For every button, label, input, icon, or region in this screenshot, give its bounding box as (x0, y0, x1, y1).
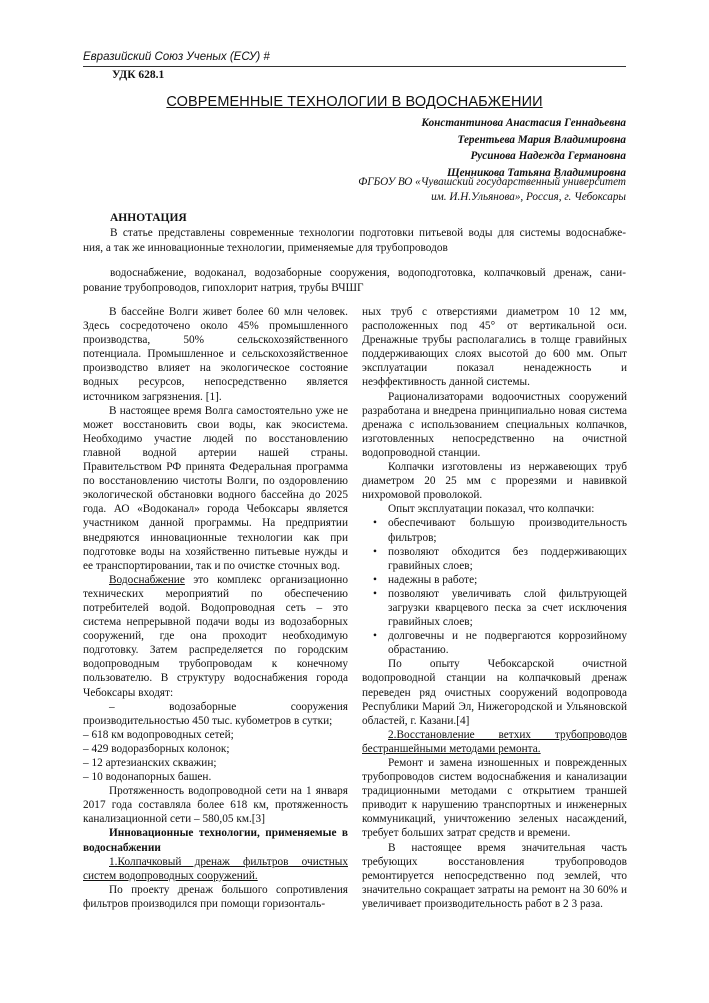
bullet-text: долговечны и не подвергаются коррозийному обрастанию. (388, 630, 627, 657)
annotation-line-1: В статье представлены современные технологии подготовки питьевой воды для системы водоснабже- (110, 227, 626, 239)
affiliation (300, 175, 626, 204)
list-item: – 12 артезианских скважин; (83, 757, 217, 769)
paragraph-volga-program: В настоящее время Волга самостоятельно уже не может восстановить свои воды, как экосистема. Необходимо участие людей по восстановлению главной водной артерии нашей страны. Правительством РФ принята Федеральная программа по восстановлению чистоты Волги, по оздоровлению экологической обстановки водного бассейна до 2025 года. АО «Водоканал» города Чебоксары является участником данной программы. На предприятии внедряются инновационные технологии как при подготовке воды на хозяйственно питьевые нужды и ее транспортировании, так и по очистке сточных вод. (83, 404, 348, 572)
author-list (300, 115, 626, 182)
bullet-item (362, 629, 627, 657)
paragraph-caps-material: Колпачки изготовлены из нержавеющих труб диаметром 20 25 мм с прорезями и навивкой нихромовой проволокой. (362, 461, 627, 502)
section-heading-innovations: Инновационные технологии, применяемые в водоснабжении (83, 827, 348, 854)
author-2: Терентьева Мария Владимировна (457, 133, 626, 146)
list-item: – 10 водонапорных башен. (83, 771, 212, 784)
annotation-text (83, 226, 626, 255)
paragraph-water-supply-definition (83, 573, 348, 700)
journal-name: Евразийский Союз Ученых (ЕСУ) # (83, 51, 270, 63)
bullet-icon: • (373, 587, 377, 600)
bullet-item (362, 587, 627, 629)
annotation-line-2: ния, а так же инновационные технологии, применяемые для трубопроводов (83, 241, 448, 254)
affiliation-line-1: ФГБОУ ВО «Чувашский государственный университет (358, 176, 626, 188)
list-item: – 618 км водопроводных сетей; (83, 728, 234, 741)
paragraph-cheboksary-experience: По опыту Чебоксарской очистной водопроводной станции на колпачковый дренаж переведен ряд очистных сооружений водопровода Республики Марий Эл, Нижегородской и Ульяновской областей, г. Казани.[4] (362, 658, 627, 727)
paragraph-caps-experience: Опыт эксплуатации показал, что колпачки: (388, 503, 595, 516)
keywords-line-1: водоснабжение, водоканал, водозаборные сооружения, водоподготовка, колпачковый дренаж, сани- (110, 267, 626, 279)
bullet-icon: • (373, 573, 377, 586)
subsection-trenchless-repair: 2.Восстановление ветхих трубопроводов бестраншейными методами ремонта. (362, 728, 627, 755)
paragraph-underground-repair: В настоящее время значительная часть требующих восстановления трубопроводов ремонтируется непосредственно под землей, что значительно сокращает затраты на ремонт на 30 60% и увеличивает производительность работ в 2 3 раза. (362, 841, 627, 910)
author-4: Щенникова Татьяна Владимировна (446, 167, 626, 180)
paragraph-network-length: Протяженность водопроводной сети на 1 января 2017 года составляла более 618 км, протяженность канализационной сети – 580,05 км.[3] (83, 785, 348, 826)
bullet-text: надежны в работе; (388, 573, 478, 586)
keywords (83, 266, 626, 295)
definition-text: это комплекс организационно технических мероприятий по обеспечению потребителей водой. Водопроводная сеть – это система непрерывной подачи воды из водозаборных сооружений, где она проходит необходимую подготовку. Затем распределяется по городским водопроводным трубопроводам к конечному пользователю. В структуру водоснабжения города Чебоксары входят: (83, 573, 348, 699)
list-item: – водозаборные сооружения производительностью 450 тыс. кубометров в сутки; (83, 700, 348, 727)
list-item: – 429 водоразборных колонок; (83, 742, 230, 755)
bullet-item (362, 573, 627, 587)
paragraph-volga-population: В бассейне Волги живет более 60 млн человек. Здесь сосредоточено около 45% промышленного производства, 50% сельскохозяйственного потенциала. Промышленное и сельскохозяйственное производство влияет на экологическое состояние водных ресурсов, непосредственно является источником загрязнения. [1]. (83, 306, 348, 403)
bullet-item (362, 516, 627, 544)
bullet-item (362, 545, 627, 573)
bullet-icon: • (373, 517, 377, 530)
author-3: Русинова Надежда Германовна (470, 150, 626, 163)
subsection-cap-drainage: 1.Колпачковый дренаж фильтров очистных систем водопроводных сооружений. (83, 855, 348, 882)
paragraph-new-drainage-system: Рационализаторами водоочистных сооружений разработана и внедрена принципиально новая система дренажа с использованием специальных колпачков, изготовленных непосредственно на очистной водопроводной станции. (362, 390, 627, 459)
bullet-text: позволяют увеличивать слой фильтрующей загрузки кварцевого песка за счет исключения гравийных слоев; (388, 587, 627, 629)
paragraph-drainage-project: По проекту дренаж большого сопротивления фильтров производился при помощи горизонталь- (83, 883, 348, 910)
term-water-supply: Водоснабжение (109, 573, 185, 586)
annotation-heading: АННОТАЦИЯ (110, 212, 187, 224)
left-column (83, 305, 348, 911)
bullet-text: позволяют обходится без поддерживающих гравийных слоев; (388, 545, 627, 572)
paragraph-drain-pipes: ных труб с отверстиями диаметром 10 12 мм, расположенных под 45° от вертикальной оси. Дренажные трубы располагались в толще гравийных поддерживающих слоях высотой до 600 мм. Опыт эксплуатации показал ненадежность и неэффективность данной системы. (362, 306, 627, 389)
header-rule (83, 66, 626, 67)
author-1: Константинова Анастасия Геннадьевна (421, 117, 626, 129)
affiliation-line-2: им. И.Н.Ульянова», Россия, г. Чебоксары (431, 190, 626, 203)
right-column (362, 305, 627, 911)
keywords-line-2: рование трубопроводов, гипохлорит натрия, трубы ВЧШГ (83, 281, 364, 294)
bullet-text: обеспечивают большую производительность фильтров; (388, 517, 627, 544)
bullet-icon: • (373, 630, 377, 643)
udk-code: УДК 628.1 (112, 69, 165, 81)
bullet-icon: • (373, 545, 377, 558)
paragraph-pipe-replacement: Ремонт и замена изношенных и поврежденных трубопроводов систем водоснабжения и канализации традиционными методами с открытием траншей приводит к нарушению транспортных и инженерных коммуникаций, уничтожению зеленых насаждений, требует больших затрат средств и времени. (362, 757, 627, 840)
article-title: СОВРЕМЕННЫЕ ТЕХНОЛОГИИ В ВОДОСНАБЖЕНИИ (166, 94, 543, 110)
